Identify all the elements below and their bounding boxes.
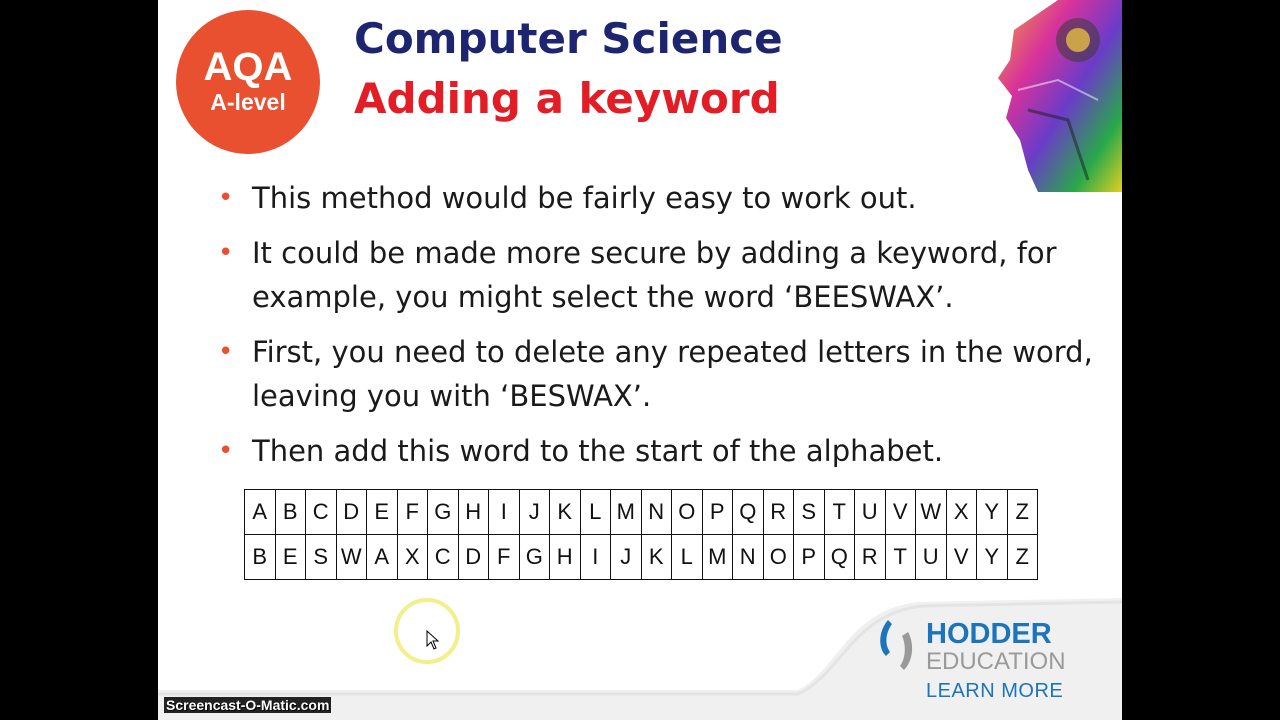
cipher-letter-cell: N bbox=[733, 535, 764, 580]
badge-line1: AQA bbox=[203, 45, 293, 89]
hodder-logo-icon bbox=[874, 618, 918, 674]
cipher-letter-cell: O bbox=[763, 535, 794, 580]
cipher-letter-cell: R bbox=[855, 535, 886, 580]
plain-letter-cell: C bbox=[306, 490, 337, 535]
plain-letter-cell: W bbox=[916, 490, 947, 535]
plain-letter-cell: U bbox=[855, 490, 886, 535]
screencast-watermark: Screencast-O-Matic.com bbox=[166, 697, 330, 713]
cipher-letter-cell: G bbox=[519, 535, 550, 580]
cipher-letter-cell: F bbox=[489, 535, 520, 580]
plain-letter-cell: R bbox=[763, 490, 794, 535]
plain-letter-cell: X bbox=[946, 490, 977, 535]
cipher-letter-cell: H bbox=[550, 535, 581, 580]
plain-letter-cell: S bbox=[794, 490, 825, 535]
cipher-letter-cell: U bbox=[916, 535, 947, 580]
slide-subtitle: Adding a keyword bbox=[354, 74, 780, 123]
cipher-letter-cell: M bbox=[702, 535, 733, 580]
cipher-letter-cell: A bbox=[367, 535, 398, 580]
hodder-division: EDUCATION bbox=[926, 648, 1066, 675]
plain-letter-cell: B bbox=[275, 490, 306, 535]
bullet-list bbox=[214, 176, 1094, 484]
mouse-pointer-icon bbox=[426, 630, 440, 650]
cipher-letter-cell: B bbox=[245, 535, 276, 580]
plain-letter-cell: A bbox=[245, 490, 276, 535]
hodder-name: HODDER bbox=[926, 618, 1052, 650]
cipher-letter-cell: P bbox=[794, 535, 825, 580]
learn-more-link[interactable]: LEARN MORE bbox=[926, 680, 1064, 702]
plain-letter-cell: V bbox=[885, 490, 916, 535]
plain-letter-cell: N bbox=[641, 490, 672, 535]
plain-letter-cell: T bbox=[824, 490, 855, 535]
cipher-letter-cell: V bbox=[946, 535, 977, 580]
cipher-letter-cell: L bbox=[672, 535, 703, 580]
robot-head-image bbox=[998, 0, 1122, 192]
plain-letter-cell: Z bbox=[1007, 490, 1038, 535]
plain-letter-cell: Y bbox=[977, 490, 1008, 535]
bullet-item: • First, you need to delete any repeated letters in the word, leaving you with ‘BESWAX’. bbox=[218, 335, 1093, 413]
cipher-letter-cell: Q bbox=[824, 535, 855, 580]
plain-letter-cell: J bbox=[519, 490, 550, 535]
plain-alphabet-row bbox=[245, 490, 1038, 535]
bullet-item: • This method would be fairly easy to work out. bbox=[218, 181, 917, 215]
cipher-letter-cell: X bbox=[397, 535, 428, 580]
cipher-letter-cell: S bbox=[306, 535, 337, 580]
plain-letter-cell: H bbox=[458, 490, 489, 535]
cipher-letter-cell: D bbox=[458, 535, 489, 580]
cipher-letter-cell: T bbox=[885, 535, 916, 580]
plain-letter-cell: K bbox=[550, 490, 581, 535]
aqa-badge bbox=[176, 10, 320, 154]
plain-letter-cell: Q bbox=[733, 490, 764, 535]
cipher-letter-cell: Z bbox=[1007, 535, 1038, 580]
plain-letter-cell: E bbox=[367, 490, 398, 535]
cipher-alphabet-row bbox=[245, 535, 1038, 580]
plain-letter-cell: D bbox=[336, 490, 367, 535]
slide bbox=[158, 0, 1122, 720]
cipher-letter-cell: K bbox=[641, 535, 672, 580]
cipher-table bbox=[244, 489, 1038, 580]
cipher-letter-cell: W bbox=[336, 535, 367, 580]
plain-letter-cell: F bbox=[397, 490, 428, 535]
cipher-letter-cell: J bbox=[611, 535, 642, 580]
plain-letter-cell: O bbox=[672, 490, 703, 535]
cipher-letter-cell: I bbox=[580, 535, 611, 580]
hodder-logo[interactable] bbox=[874, 618, 1074, 708]
plain-letter-cell: I bbox=[489, 490, 520, 535]
plain-letter-cell: M bbox=[611, 490, 642, 535]
plain-letter-cell: P bbox=[702, 490, 733, 535]
plain-letter-cell: G bbox=[428, 490, 459, 535]
plain-letter-cell: L bbox=[580, 490, 611, 535]
cipher-letter-cell: Y bbox=[977, 535, 1008, 580]
bullet-item: • It could be made more secure by adding a keyword, for example, you might select the word ‘BEESWAX’. bbox=[218, 236, 1057, 314]
bullet-item: • Then add this word to the start of the alphabet. bbox=[218, 434, 944, 468]
cipher-letter-cell: E bbox=[275, 535, 306, 580]
cipher-letter-cell: C bbox=[428, 535, 459, 580]
badge-line2: A-level bbox=[210, 89, 286, 115]
slide-title: Computer Science bbox=[354, 14, 783, 63]
